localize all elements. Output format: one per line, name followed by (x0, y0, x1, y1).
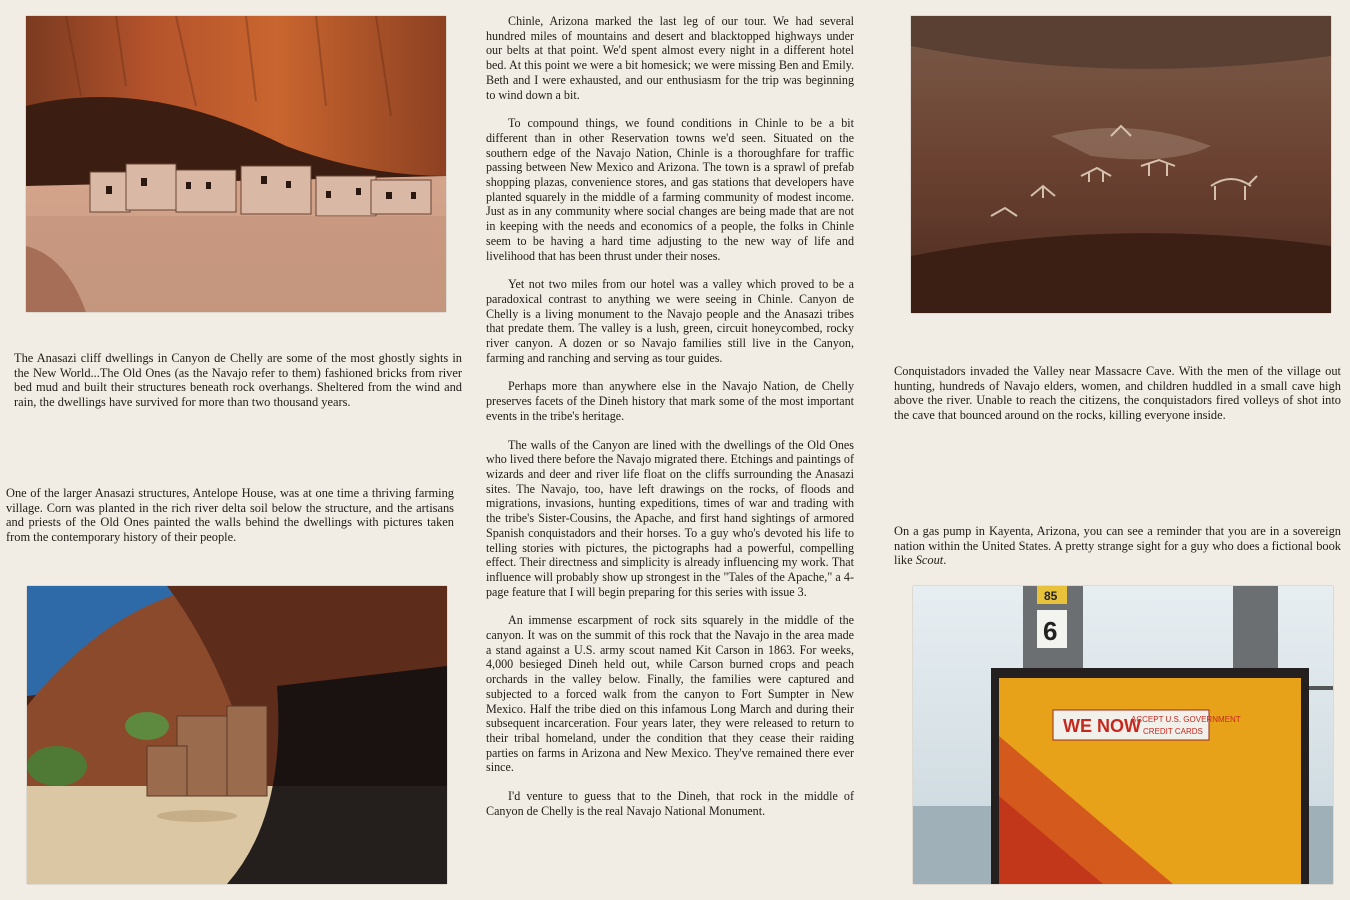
sticker-big-text: WE NOW (1063, 716, 1141, 736)
article-paragraph: The walls of the Canyon are lined with the dwellings of the Old Ones who lived there before the Navajo migrated there. Etchings and paintings of wizards and deer and river life float on the cliffs surrounding the Anasazi sites. The Navajo, too, have left drawings on the rocks, of floods and migrations, invasions, hunting expeditions, times of war and trading with the tribe's Sister-Cousins, the Apache, and first hand sightings of armored Spanish conquistadors and their horses. To a guy who's devoted his life to telling stories with pictures, the pictographs had a powerful, compelling effect. Their directness and simplicity is already influencing my work. That influence will probably show up strongest in the "Tales of the Apache," a 4-page feature that I will begin preparing for this series with issue 3. (486, 437, 854, 599)
article-paragraph: To compound things, we found conditions in Chinle to be a bit different than in other Reservation towns we'd seen. Situated on the southern edge of the Navajo Nation, Chinle is a thoroughfare for traffic passing between New Mexico and Arizona. The town is a sprawl of prefab shopping plazas, convenience stores, and gas stations that developers have planted squarely in the middle of a farming community of modest income. Just as in any community where social changes are being made that are not in keeping with the needs and economics of a people, the folks in Chinle seem to be having a hard time adjusting to the new way of life and livelihood that has been thrust under their noses. (486, 116, 854, 263)
gas-pump-photo (913, 586, 1333, 884)
article-paragraph: An immense escarpment of rock sits squarely in the middle of the canyon. It was on the summit of this rock that the Navajo in the area made a stand against a U.S. army scout named Kit Carson in 1863. For weeks, 4,000 besieged Dineh held out, while Carson burned crops and peach orchards in the valley below. Finally, the families were captured and subjected to a forced walk from the canyon to Fort Sumpter in New Mexico. Half the tribe died on this infamous Long March and during their subsequent incarceration. Four years later, they were released to return to their tribal homeland, under the condition that they cease their raiding parties on farms in Arizona and New Mexico. They've remained there ever since. (486, 613, 854, 775)
article-paragraph: Chinle, Arizona marked the last leg of our tour. We had several hundred miles of mountains and desert and blacktopped highways under our belts at that point. We'd spent almost every night in a different hotel bed. At this point we were a bit homesick; we were missing Ben and Emily. Beth and I were exhausted, and our enthusiasm for the trip was beginning to wind down a bit. (486, 14, 854, 102)
antelope-house-photo (27, 586, 447, 884)
caption-gas-pump (894, 524, 1341, 568)
price-tag: 85 (1044, 589, 1058, 603)
pump-number: 6 (1043, 616, 1058, 646)
caption-gas-pump-title: Scout (915, 553, 944, 568)
cliff-dwellings-photo (26, 16, 446, 312)
sticker-line-2: CREDIT CARDS (1143, 727, 1203, 736)
petroglyphs-photo (911, 16, 1331, 313)
caption-massacre-cave: Conquistadors invaded the Valley near Massacre Cave. With the men of the village out hunting, hundreds of Navajo elders, women, and children huddled in a small cave high above the river. Unable to reach the citizens, the conquistadors fired volleys of shot into the cave that bounced around on the rocks, killing everyone inside. (894, 364, 1341, 422)
article-column (486, 14, 854, 832)
caption-gas-pump-text: On a gas pump in Kayenta, Arizona, you can see a reminder that you are in a sovereign nation within the United States. A pretty strange sight for a guy who does a fictional book like (894, 524, 1341, 568)
article-paragraph: Yet not two miles from our hotel was a valley which proved to be a paradoxical contrast to anything we were seeing in Chinle. Canyon de Chelly is a living monument to the Navajo people and the Anasazi tribes that predate them. The valley is a lush, green, circuit honeycombed, rocky river canyon. A dozen or so Navajo families still live in the Canyon, farming and ranching and serving as tour guides. (486, 277, 854, 365)
article-paragraph: Perhaps more than anywhere else in the Navajo Nation, de Chelly preserves facets of the Dineh history that mark some of the most important events in the tribe's heritage. (486, 379, 854, 423)
caption-antelope-house: One of the larger Anasazi structures, Antelope House, was at one time a thriving farming village. Corn was planted in the rich river delta soil below the structure, and the artisans and priests of the Old Ones painted the walls behind the dwellings with pictures taken from the contemporary history of their people. (6, 486, 454, 544)
article-paragraph: I'd venture to guess that to the Dineh, that rock in the middle of Canyon de Chelly is the real Navajo National Monument. (486, 789, 854, 818)
sticker-line-1: ACCEPT U.S. GOVERNMENT (1131, 715, 1241, 724)
caption-gas-pump-end: . (943, 553, 947, 568)
caption-cliff-dwellings: The Anasazi cliff dwellings in Canyon de Chelly are some of the most ghostly sights in the New World...The Old Ones (as the Navajo refer to them) fashioned bricks from river bed mud and built their structures beneath rock overhangs. Sheltered from the wind and rain, the dwellings have survived for more than two thousand years. (14, 351, 462, 409)
